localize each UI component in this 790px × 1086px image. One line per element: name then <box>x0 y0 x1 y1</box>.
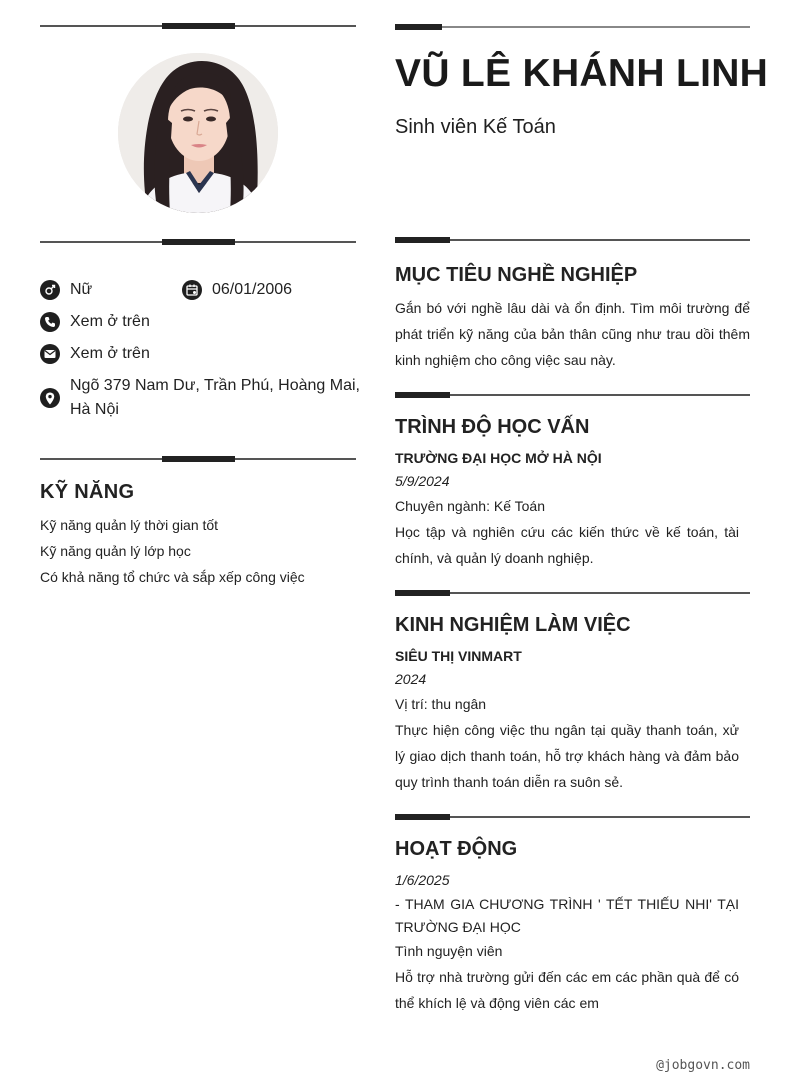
phone-value: Xem ở trên <box>70 313 150 330</box>
divider-education <box>395 390 750 400</box>
candidate-name: VŨ LÊ KHÁNH LINH <box>395 52 769 95</box>
activities-role: Tình nguyện viên <box>395 943 503 959</box>
divider-top-left <box>40 21 356 31</box>
experience-date: 2024 <box>395 671 427 687</box>
dob-value: 06/01/2006 <box>212 281 293 298</box>
activities-date: 1/6/2025 <box>395 872 450 888</box>
activities-heading: HOẠT ĐỘNG <box>395 838 518 860</box>
experience-description: Thực hiện công việc thu ngân tại quầy thanh toán, xử lý giao dịch thanh toán, hỗ trợ khách hàng và đảm bảo quy trình thanh toán diễn ra suôn sẻ. <box>395 722 739 790</box>
education-school: TRƯỜNG ĐẠI HỌC MỞ HÀ NỘI <box>395 450 602 466</box>
objective-heading: MỤC TIÊU NGHỀ NGHIỆP <box>395 264 638 286</box>
experience-company: SIÊU THỊ VINMART <box>395 648 522 664</box>
divider-activities <box>395 812 750 822</box>
experience-heading: KINH NGHIỆM LÀM VIỆC <box>395 614 631 636</box>
skills-heading: KỸ NĂNG <box>40 481 135 503</box>
email-value: Xem ở trên <box>70 345 150 362</box>
divider-objective <box>395 235 750 245</box>
profile-photo <box>118 53 278 213</box>
footer-watermark: @jobgovn.com <box>656 1058 750 1073</box>
activities-event: - THAM GIA CHƯƠNG TRÌNH ' TẾT THIẾU NHI' TẠI TRƯỜNG ĐẠI HỌC <box>395 896 739 935</box>
calendar-icon <box>182 280 202 300</box>
candidate-role: Sinh viên Kế Toán <box>395 116 556 138</box>
education-major: Chuyên ngành: Kế Toán <box>395 498 545 514</box>
skill-item-3: Có khả năng tổ chức và sắp xếp công việc <box>40 569 305 585</box>
objective-text: Gắn bó với nghề lâu dài và ổn định. Tìm môi trường để phát triển kỹ năng của bản thân cũng như trau dồi thêm kinh nghiệm cho công việc sau này. <box>395 300 750 368</box>
divider-top-right <box>395 22 750 32</box>
gender-value: Nữ <box>70 281 93 298</box>
divider-below-photo <box>40 237 356 247</box>
gender-icon <box>40 280 60 300</box>
email-icon <box>40 344 60 364</box>
address-line-1: Ngõ 379 Nam Dư, Trần Phú, Hoàng Mai, <box>70 377 360 394</box>
phone-icon <box>40 312 60 332</box>
location-pin-icon <box>40 388 60 408</box>
education-description: Học tập và nghiên cứu các kiến thức về kế toán, tài chính, và quản lý doanh nghiệp. <box>395 524 739 566</box>
portrait-image <box>118 53 278 213</box>
education-heading: TRÌNH ĐỘ HỌC VẤN <box>395 416 590 438</box>
address-line-2: Hà Nội <box>70 401 119 418</box>
divider-above-skills <box>40 454 356 464</box>
experience-position: Vị trí: thu ngân <box>395 696 487 712</box>
divider-experience <box>395 588 750 598</box>
education-date: 5/9/2024 <box>395 473 450 489</box>
skill-item-2: Kỹ năng quản lý lớp học <box>40 543 191 559</box>
skill-item-1: Kỹ năng quản lý thời gian tốt <box>40 517 219 533</box>
activities-description: Hỗ trợ nhà trường gửi đến các em các phần quà để có thể khích lệ và động viên các em <box>395 969 739 1011</box>
